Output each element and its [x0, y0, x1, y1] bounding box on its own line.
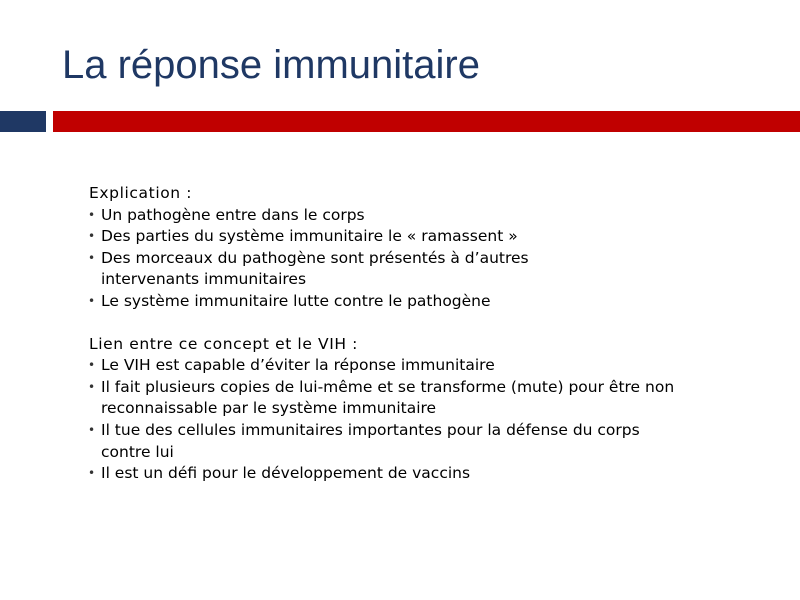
list-item-text: Des morceaux du pathogène sont présentés à d’autres intervenants immunitaires: [101, 248, 529, 289]
section-heading: Lien entre ce concept et le VIH :: [89, 334, 358, 353]
title-underline-bar-left: [0, 111, 46, 132]
slide-body: [89, 183, 729, 485]
list-item: [89, 205, 729, 227]
list-item-text: Le VIH est capable d’éviter la réponse immunitaire: [101, 356, 495, 375]
section-spacer: [89, 313, 729, 334]
list-item-text: Le système immunitaire lutte contre le pathogène: [101, 291, 491, 310]
bullet-list: [89, 205, 729, 313]
list-item-text: Il tue des cellules immunitaires importantes pour la défense du corps contre lui: [101, 420, 640, 461]
bullet-icon: •: [88, 358, 96, 373]
bullet-icon: •: [88, 229, 96, 244]
list-item-text: Un pathogène entre dans le corps: [101, 205, 365, 224]
list-item: [89, 377, 721, 420]
bullet-icon: •: [88, 466, 96, 481]
list-item: [89, 226, 729, 248]
bullet-icon: •: [88, 422, 96, 437]
slide-title: La réponse immunitaire: [62, 43, 480, 87]
list-item: [89, 291, 729, 313]
title-underline-bar-right: [53, 111, 800, 132]
bullet-icon: •: [88, 379, 96, 394]
section-lien-vih: [89, 334, 729, 485]
bullet-icon: •: [88, 250, 96, 265]
section-heading: Explication :: [89, 184, 193, 202]
bullet-icon: •: [88, 293, 96, 308]
list-item-text: Il fait plusieurs copies de lui-même et se transforme (mute) pour être non reconnaissable par le système immunitaire: [101, 377, 675, 418]
list-item-text: Des parties du système immunitaire le « ramassent »: [101, 227, 518, 246]
list-item: [89, 463, 729, 485]
list-item: [89, 248, 621, 291]
list-item: [89, 420, 661, 463]
list-item-text: Il est un défi pour le développement de vaccins: [101, 464, 471, 483]
bullet-list: [89, 355, 729, 485]
list-item: [89, 355, 729, 377]
bullet-icon: •: [88, 207, 96, 222]
section-explication: [89, 183, 729, 313]
